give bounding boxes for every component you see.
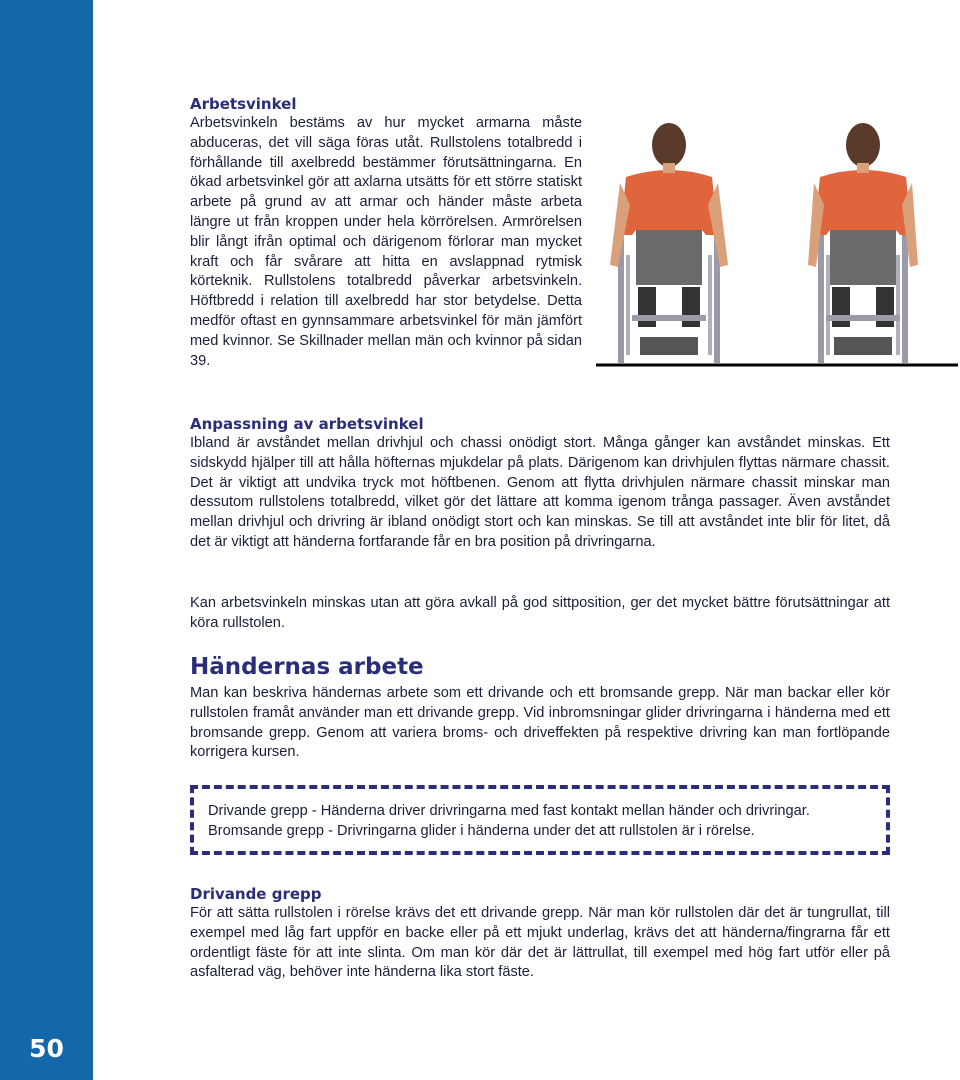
page-number: 50 <box>29 1034 64 1063</box>
section-drivande-grepp <box>190 884 890 983</box>
person-wide-wheelchair <box>610 123 728 363</box>
section-anpassning <box>190 414 890 553</box>
section-arbetsvinkel <box>190 94 582 371</box>
box-line-bromsande: Bromsande grepp - Drivringarna glider i händerna under det att rullstolen är i rörelse. <box>208 823 755 839</box>
wheelchair-illustration <box>596 115 958 371</box>
person-narrow-wheelchair <box>808 123 918 363</box>
heading-arbetsvinkel: Arbetsvinkel <box>190 95 297 113</box>
paragraph-arbetsvinkel: Arbetsvinkeln bestäms av hur mycket armarna måste abduceras, det vill säga föras utåt. Rullstolens totalbredd i förhållande till axelbredd bestämmer förutsättningarna. En ökad arbetsvinkel gör att axlarna utsätts för ett större statiskt arbete på grund av att armar och händer måste arbeta längre ut från kroppen under hela körrörelsen. Armrörelsen blir långt ifrån optimal och därigenom förlorar man mycket kraft och får svårare att hitta en avslappnad rytmisk körteknik. Rullstolens totalbredd påverkar arbetsvinkeln. Höftbredd i relation till axelbredd har stor betydelse. Detta medför oftast en gynnsammare arbetsvinkel för män jämfört med kvinnor. Se Skillnader mellan män och kvinnor på sidan 39. <box>190 115 582 369</box>
paragraph-handernas-arbete: Man kan beskriva händernas arbete som ett drivande och ett bromsande grepp. När man backar eller kör rullstolen framåt använder man ett drivande grepp. Vid inbromsningar glider drivringarna i händerna med ett bromsande grepp. Genom att variera broms- och driveffekten på respektive drivring kan man fortlöpande korrigera kursen. <box>190 685 890 761</box>
box-line-drivande: Drivande grepp - Händerna driver drivringarna med fast kontakt mellan händer och drivringar. <box>208 803 810 819</box>
section-handernas-arbete <box>190 652 890 763</box>
left-color-bar <box>0 0 93 1080</box>
heading-anpassning: Anpassning av arbetsvinkel <box>190 415 424 433</box>
paragraph-anpassning: Ibland är avståndet mellan drivhjul och chassi onödigt stort. Många gånger kan avståndet minskas. Ett sidskydd hjälper till att hålla höfternas mjukdelar på plats. Därigenom kan drivhjulen flyttas närmare chassit. Det är viktigt att undvika tryck mot höftbenen. Genom att flytta drivhjulen närmare chassit minskar man dessutom rullstolens totalbredd, vilket gör det lättare att komma igenom trånga passager. Även avståndet mellan drivhjul och drivring är ibland onödigt stort och kan minskas. Se till att avståndet inte blir för litet, då det är viktigt att händerna fortfarande får en bra position på drivringarna. <box>190 435 890 550</box>
section-arbetsvinkel-summary <box>190 594 890 634</box>
grip-definition-box <box>190 785 890 855</box>
heading-handernas-arbete: Händernas arbete <box>190 654 424 680</box>
paragraph-summary: Kan arbetsvinkeln minskas utan att göra avkall på god sittposition, ger det mycket bättre förutsättningar att köra rullstolen. <box>190 595 890 631</box>
heading-drivande-grepp: Drivande grepp <box>190 885 322 903</box>
paragraph-drivande-grepp: För att sätta rullstolen i rörelse krävs det ett drivande grepp. När man kör rullstolen där det är tungrullat, till exempel med låg fart uppför en backe eller på ett mjukt underlag, krävs det att händerna/fingrarna får ett ordentligt fäste för att inte slinta. Om man kör där det är lättrullat, till exempel med hög fart utför eller på asfalterad väg, behöver inte händerna lika stort fäste. <box>190 905 890 981</box>
